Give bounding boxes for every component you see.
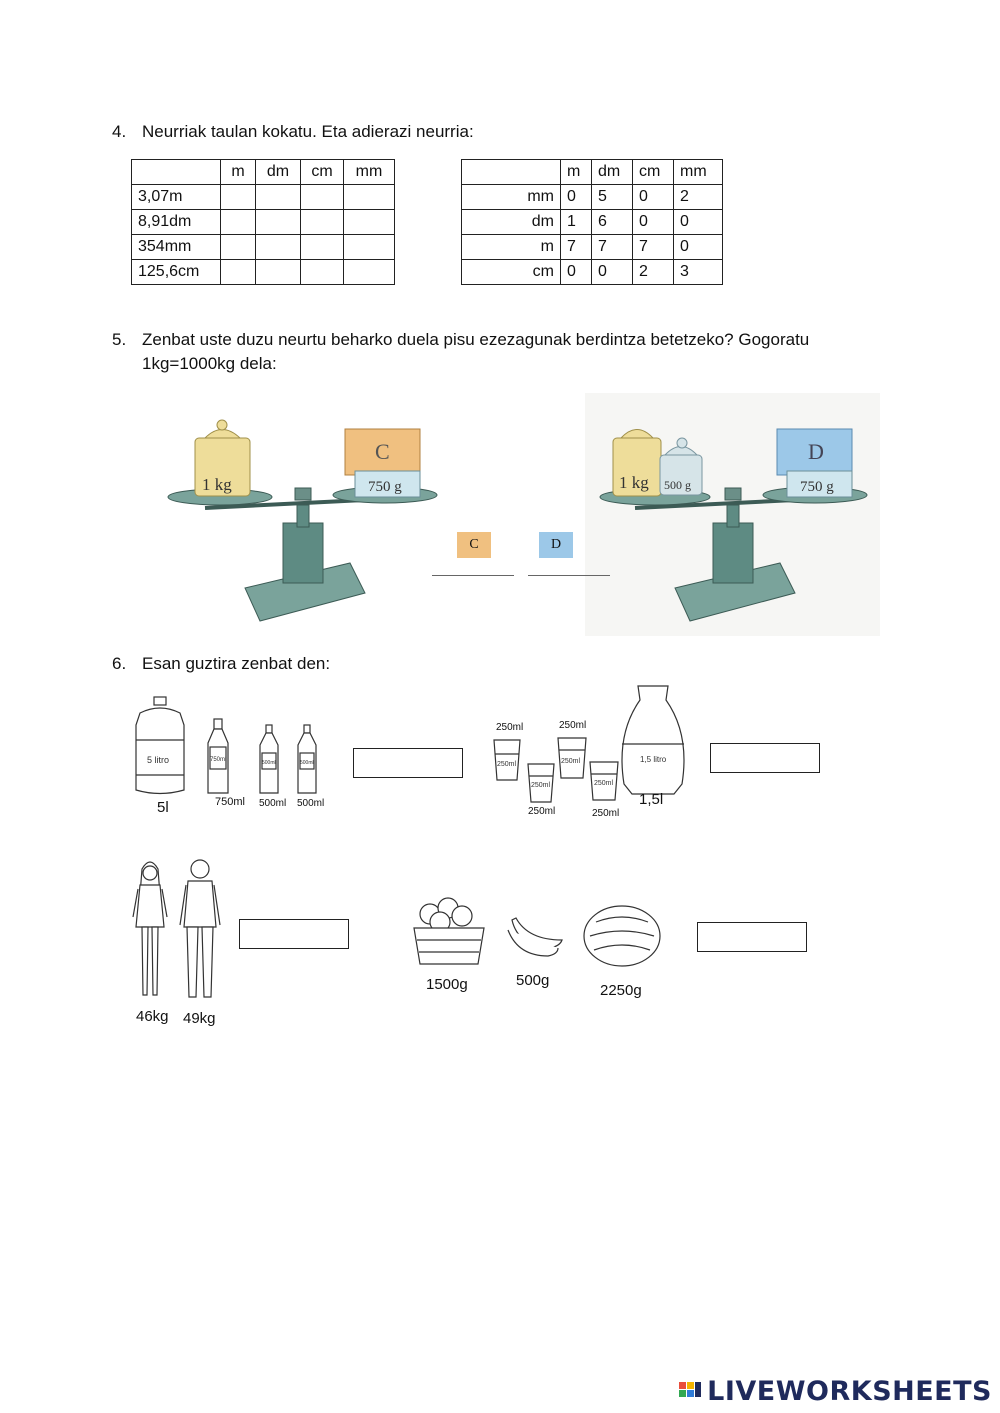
digit-cell: 0 [633, 210, 674, 235]
answer-cell[interactable] [256, 210, 301, 235]
bottle-text: 500ml [262, 760, 276, 766]
answer-cell[interactable] [344, 235, 395, 260]
question-5 [112, 328, 809, 376]
glass-text: 250ml [561, 758, 581, 765]
digit-cell: 0 [633, 185, 674, 210]
glass-text: 250ml [497, 761, 517, 768]
row-label: 8,91dm [132, 210, 221, 235]
answer-tag-c: C [457, 532, 491, 558]
answer-line-d[interactable] [528, 575, 610, 576]
glass-text: 250ml [594, 780, 614, 787]
table-row [462, 260, 723, 285]
answer-line-c[interactable] [432, 575, 514, 576]
row-label: 3,07m [132, 185, 221, 210]
quantity-label: 250ml [496, 722, 524, 733]
box-letter: D [808, 439, 824, 464]
question-number: 5. [112, 330, 127, 349]
answer-cell[interactable] [301, 235, 344, 260]
row-label: 354mm [132, 235, 221, 260]
quantity-label: 5l [157, 799, 169, 816]
logo-icon [679, 1380, 703, 1404]
answer-cell[interactable] [301, 260, 344, 285]
col-header: m [561, 160, 592, 185]
row-label: 125,6cm [132, 260, 221, 285]
answer-cell[interactable] [256, 260, 301, 285]
scales-illustration [165, 393, 880, 636]
question-text: Neurriak taulan kokatu. Eta adierazi neurria: [142, 122, 474, 141]
table-row [132, 210, 395, 235]
digit-cell: 0 [674, 210, 723, 235]
table-row [132, 185, 395, 210]
col-header: mm [674, 160, 723, 185]
digit-cell: 3 [674, 260, 723, 285]
answer-box-weight-2[interactable] [697, 922, 807, 952]
digit-cell: 7 [592, 235, 633, 260]
digit-cell: 5 [592, 185, 633, 210]
question-text: Esan guztira zenbat den: [142, 654, 331, 673]
answer-cell-unit[interactable]: dm [462, 210, 561, 235]
col-header: mm [344, 160, 395, 185]
col-header: m [221, 160, 256, 185]
col-header: cm [633, 160, 674, 185]
answer-box-liquids-1[interactable] [353, 748, 463, 778]
weight-label: 500 g [664, 478, 691, 492]
quantity-label: 750ml [215, 796, 245, 808]
answer-cell[interactable] [344, 185, 395, 210]
answer-cell[interactable] [221, 210, 256, 235]
digit-cell: 2 [674, 185, 723, 210]
glass-text: 250ml [531, 782, 551, 789]
bottle-text: 750ml [210, 757, 227, 763]
table-row [132, 235, 395, 260]
answer-box-weight-1[interactable] [239, 919, 349, 949]
quantity-label: 500ml [259, 798, 287, 809]
people-illustration [130, 855, 225, 1005]
digit-cell: 0 [561, 260, 592, 285]
col-header: dm [592, 160, 633, 185]
quantity-label: 500g [516, 972, 550, 989]
answer-cell[interactable] [301, 185, 344, 210]
table-row [132, 260, 395, 285]
weight-label: 750 g [800, 479, 834, 495]
table-row [462, 185, 723, 210]
answer-cell-unit[interactable]: cm [462, 260, 561, 285]
quantity-label: 500ml [297, 798, 325, 809]
quantity-label: 49kg [183, 1010, 216, 1027]
box-letter: C [375, 439, 390, 464]
answer-cell[interactable] [344, 210, 395, 235]
logo-text: LIVEWORKSHEETS [707, 1376, 992, 1407]
digit-cell: 0 [561, 185, 592, 210]
digit-cell: 1 [561, 210, 592, 235]
answer-tag-d: D [539, 532, 573, 558]
answer-cell-unit[interactable]: m [462, 235, 561, 260]
question-number: 4. [112, 122, 127, 141]
weight-label: 1 kg [202, 475, 232, 494]
bottles-illustration [130, 695, 340, 800]
measure-table-1 [131, 159, 395, 285]
table-row [462, 210, 723, 235]
left-scale [168, 420, 437, 621]
weight-label: 1 kg [619, 473, 649, 492]
col-header: dm [256, 160, 301, 185]
col-header: cm [301, 160, 344, 185]
question-text-line2: 1kg=1000kg dela: [142, 354, 277, 373]
weight-label: 750 g [368, 479, 402, 495]
fruits-illustration [400, 882, 670, 972]
answer-cell[interactable] [344, 260, 395, 285]
digit-cell: 7 [633, 235, 674, 260]
answer-cell[interactable] [301, 210, 344, 235]
quantity-label: 46kg [136, 1008, 169, 1025]
liveworksheets-logo [679, 1376, 992, 1407]
quantity-label: 250ml [592, 808, 620, 819]
question-4 [112, 120, 474, 144]
measure-table-2 [461, 159, 723, 285]
digit-cell: 7 [561, 235, 592, 260]
digit-cell: 6 [592, 210, 633, 235]
jug-text: 5 litro [147, 755, 170, 765]
digit-cell: 2 [633, 260, 674, 285]
question-number: 6. [112, 654, 127, 673]
quantity-label: 250ml [528, 806, 556, 817]
digit-cell: 0 [592, 260, 633, 285]
quantity-label: 1,5l [639, 791, 664, 808]
answer-cell[interactable] [256, 185, 301, 210]
answer-cell[interactable] [256, 235, 301, 260]
digit-cell: 0 [674, 235, 723, 260]
answer-box-liquids-2[interactable] [710, 743, 820, 773]
question-text: Zenbat uste duzu neurtu beharko duela pisu ezezagunak berdintza betetzeko? Gogoratu [142, 330, 810, 349]
answer-cell[interactable] [221, 260, 256, 285]
table-row [462, 235, 723, 260]
pitcher-text: 1,5 litro [640, 755, 667, 764]
bottle-text: 500ml [300, 760, 314, 766]
answer-cell[interactable] [221, 185, 256, 210]
quantity-label: 1500g [426, 976, 468, 993]
question-6 [112, 652, 330, 676]
answer-cell-unit[interactable]: mm [462, 185, 561, 210]
quantity-label: 2250g [600, 982, 642, 999]
answer-cell[interactable] [221, 235, 256, 260]
quantity-label: 250ml [559, 720, 587, 731]
